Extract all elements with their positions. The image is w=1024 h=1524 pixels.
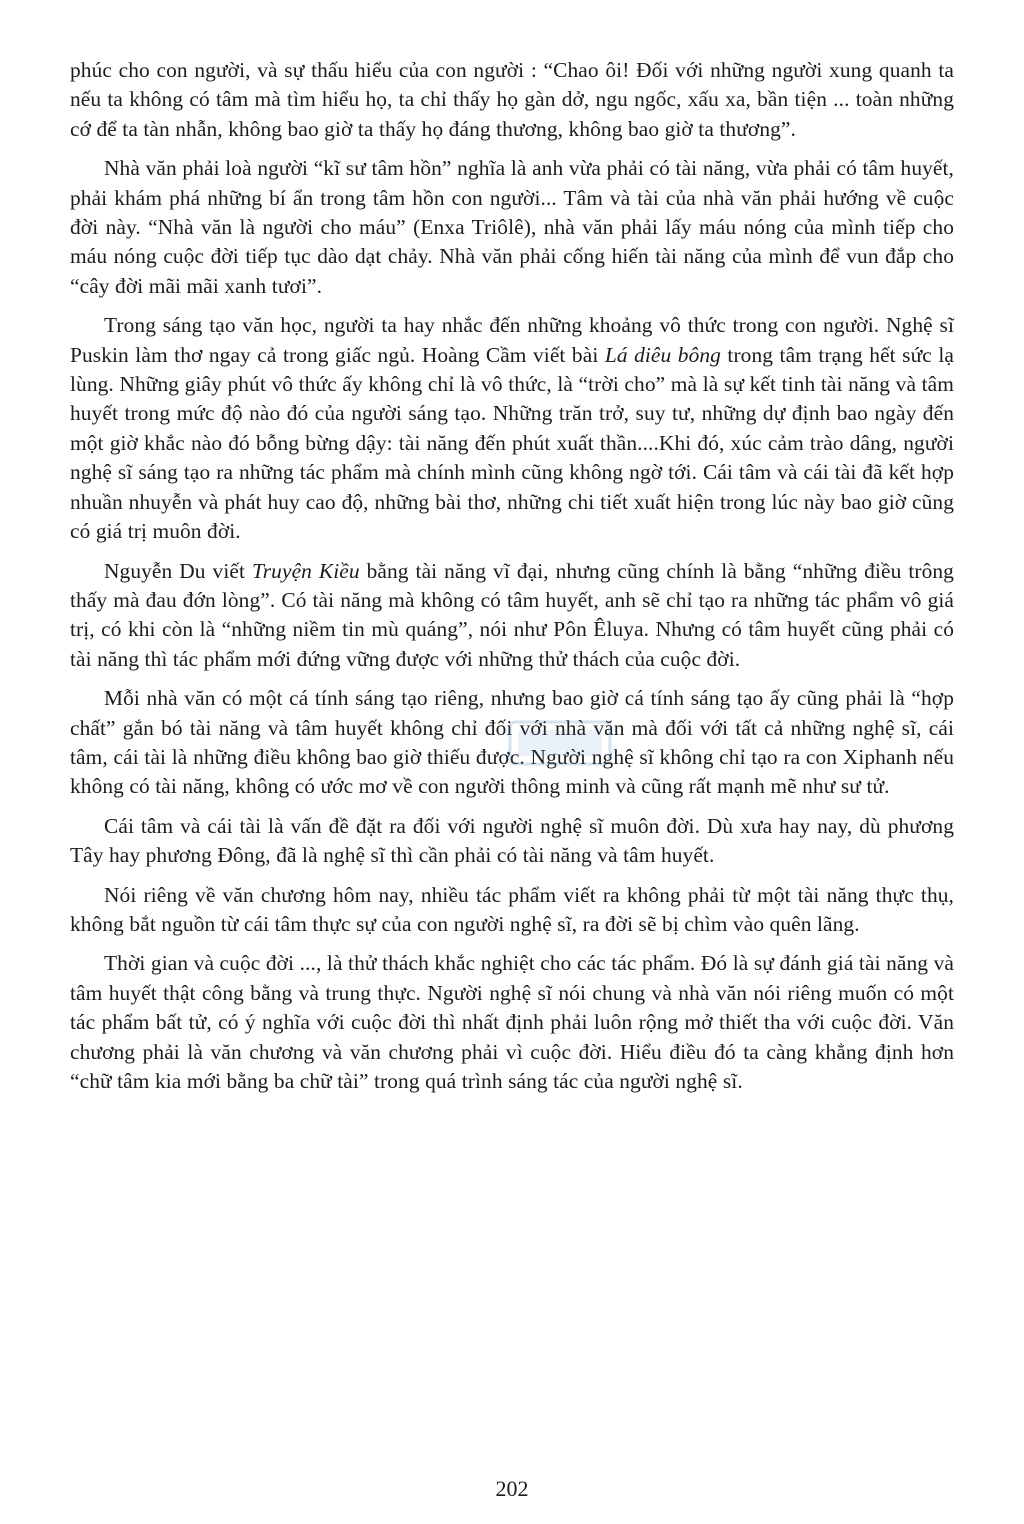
paragraph <box>70 56 954 144</box>
text-segment: Mỗi nhà văn có một cá tính sáng tạo riêng, nhưng bao giờ cá tính sáng tạo ấy cũng phải là “hợp chất” gắn bó tài năng và tâm huyết không chỉ đối với nhà văn mà đối với tất cả những nghệ sĩ, cái tâm, cái tài là những điều không bao giờ thiếu được. Người nghệ sĩ không chỉ tạo ra con Xiphanh nếu không có tài năng, không có ước mơ về con người thông minh và cũng rất mạnh mẽ như sư tử. <box>70 686 954 799</box>
paragraph <box>70 557 954 675</box>
text-segment: Thời gian và cuộc đời ..., là thử thách khắc nghiệt cho các tác phẩm. Đó là sự đánh giá tài năng và tâm huyết thật công bằng và trung thực. Người nghệ sĩ nói chung và nhà văn nói riêng muốn có một tác phẩm bất tử, có ý nghĩa với cuộc đời thì nhất định phải luôn rộng mở thiết tha với cuộc đời. Văn chương phải là văn chương và văn chương phải vì cuộc đời. Hiểu điều đó ta càng khẳng định hơn “chữ tâm kia mới bằng ba chữ tài” trong quá trình sáng tác của người nghệ sĩ. <box>70 951 954 1093</box>
text-segment: bằng tài năng vĩ đại, nhưng cũng chính là bằng “những điều trông thấy mà đau đớn lòng”. Có tài năng mà không có tâm huyết, anh sẽ chỉ tạo ra những tác phẩm vô giá trị, có khi còn là “những niềm tin mù quáng”, nói như Pôn Êluya. Nhưng có tâm huyết cũng phải có tài năng thì tác phẩm mới đứng vững được với những thử thách của cuộc đời. <box>70 558 954 671</box>
text-body <box>70 56 954 1096</box>
text-segment: trong tâm trạng hết sức lạ lùng. Những giây phút vô thức ấy không chỉ là vô thức, là “trời cho” mà là sự kết tinh tài năng và tâm huyết trong mức độ nào đó của người sáng tạo. Những trăn trở, suy tư, những dự định bao ngày đến một giờ khắc nào đó bỗng bừng dậy: tài năng đến phút xuất thần....Khi đó, xúc cảm trào dâng, người nghệ sĩ sáng tạo ra những tác phẩm mà chính mình cũng không ngờ tới. Cái tâm và cái tài đã kết hợp nhuần nhuyễn và phát huy cao độ, những bài thơ, những chi tiết xuất hiện trong lúc này bao giờ cũng có giá trị muôn đời. <box>70 342 954 544</box>
page-body <box>70 56 954 1106</box>
paragraph <box>70 311 954 546</box>
paragraph <box>70 881 954 940</box>
text-segment: Nguyễn Du viết <box>104 558 252 583</box>
text-segment: Nói riêng về văn chương hôm nay, nhiều tác phẩm viết ra không phải từ một tài năng thực thụ, không bắt nguồn từ cái tâm thực sự của con người nghệ sĩ, ra đời sẽ bị chìm vào quên lãng. <box>70 882 954 936</box>
text-segment: Trong sáng tạo văn học, người ta hay nhắc đến những khoảng vô thức trong con người. Nghệ sĩ Puskin làm thơ ngay cả trong giấc ngủ. Hoàng Cầm viết bài <box>70 313 954 367</box>
text-segment: Cái tâm và cái tài là vấn đề đặt ra đối với người nghệ sĩ muôn đời. Dù xưa hay nay, dù phương Tây hay phương Đông, đã là nghệ sĩ thì cần phải có tài năng và tâm huyết. <box>70 813 954 868</box>
paragraph <box>70 949 954 1096</box>
watermark-logo-icon <box>508 718 612 768</box>
text-segment: Nhà văn phải loà người “kĩ sư tâm hồn” nghĩa là anh vừa phải có tài năng, vừa phải có tâm huyết, phải khám phá những bí ẩn trong tâm hồn con người... Tâm và tài của nhà văn phải hướng về cuộc đời này. “Nhà văn là người cho máu” (Enxa Triôlê), nhà văn phải lấy máu nóng của mình tiếp cho máu nóng cuộc đời tiếp tục dào dạt chảy. Nhà văn phải cống hiến tài năng của mình để vun đắp cho “cây đời mãi mãi xanh tươi”. <box>70 156 954 298</box>
text-segment: phúc cho con người, và sự thấu hiểu của con người : “Chao ôi! Đối với những người xung quanh ta nếu ta không có tâm mà tìm hiểu họ, ta chỉ thấy họ gàn dở, ngu ngốc, xấu xa, bần tiện ... toàn những cớ để ta tàn nhẫn, không bao giờ ta thấy họ đáng thương, không bao giờ ta thương”. <box>70 58 954 141</box>
italic-title: Truyện Kiều <box>251 558 360 583</box>
paragraph <box>70 812 954 871</box>
page-number: 202 <box>495 1476 529 1501</box>
paragraph <box>70 154 954 301</box>
italic-title: Lá diêu bông <box>604 342 721 367</box>
